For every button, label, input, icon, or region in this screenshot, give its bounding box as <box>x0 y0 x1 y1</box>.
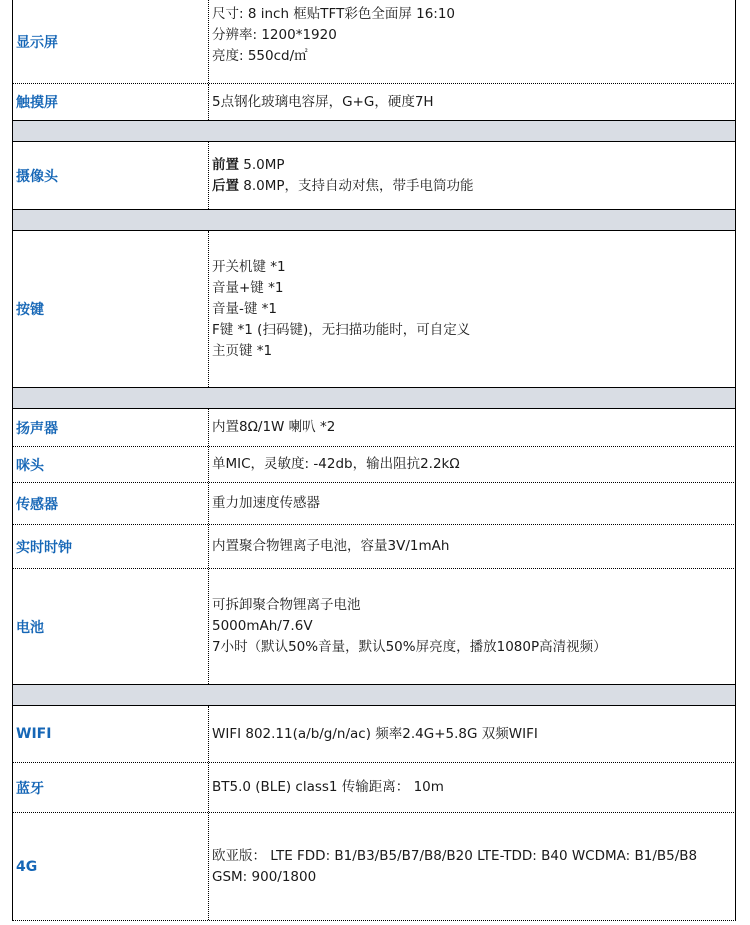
battery-capacity: 5000mAh/7.6V <box>212 618 313 634</box>
button-home: 主页键 *1 <box>212 342 273 359</box>
row-speaker <box>12 409 736 447</box>
row-4g <box>12 813 736 921</box>
section-separator <box>12 210 736 231</box>
row-value-buttons <box>209 231 735 387</box>
row-wifi <box>12 706 736 763</box>
section-separator <box>12 388 736 409</box>
row-label-wifi: WIFI <box>13 706 209 762</box>
row-value-wifi <box>209 706 735 762</box>
row-value-touch <box>209 84 735 120</box>
camera-rear-key: 后置 <box>212 177 239 194</box>
camera-front-key: 前置 <box>212 156 239 173</box>
row-camera <box>12 142 736 210</box>
row-label-camera: 摄像头 <box>13 142 209 209</box>
camera-front-value: 5.0MP <box>239 156 285 173</box>
wifi-spec: WIFI 802.11(a/b/g/n/ac) 频率2.4G+5.8G 双频WIFI <box>212 725 538 742</box>
row-label-speaker: 扬声器 <box>13 409 209 446</box>
row-label-battery: 电池 <box>13 569 209 684</box>
sensor-spec: 重力加速度传感器 <box>212 495 320 511</box>
display-brightness: 亮度: 550cd/㎡ <box>212 48 308 64</box>
button-volume-down: 音量-键 *1 <box>212 300 278 317</box>
row-label-buttons: 按键 <box>13 231 209 387</box>
row-value-4g <box>209 813 735 920</box>
row-bluetooth <box>12 763 736 813</box>
camera-rear-value: 8.0MP，支持自动对焦，带手电筒功能 <box>239 177 474 194</box>
row-battery <box>12 569 736 685</box>
row-mic <box>12 447 736 483</box>
row-label-display: 显示屏 <box>13 0 209 83</box>
row-touch <box>12 84 736 121</box>
touch-spec: 5点钢化玻璃电容屏，G+G，硬度7H <box>212 93 434 110</box>
button-f-key: F键 *1 (扫码键)，无扫描功能时，可自定义 <box>212 321 471 338</box>
camera-rear <box>212 176 735 197</box>
spec-table <box>12 0 736 921</box>
row-display <box>12 0 736 84</box>
mic-spec: 单MIC，灵敏度: -42db，输出阻抗2.2kΩ <box>212 456 460 472</box>
display-size: 尺寸: 8 inch 框贴TFT彩色全面屏 16:10 <box>212 6 456 22</box>
row-value-battery <box>209 569 735 684</box>
row-label-4g: 4G <box>13 813 209 920</box>
row-value-bluetooth <box>209 763 735 812</box>
row-value-speaker <box>209 409 735 446</box>
row-label-sensor: 传感器 <box>13 483 209 524</box>
row-value-sensor <box>209 483 735 524</box>
row-rtc <box>12 525 736 569</box>
row-value-rtc <box>209 525 735 568</box>
gsm-bands: GSM: 900/1800 <box>212 868 317 885</box>
section-separator <box>12 121 736 142</box>
button-power: 开关机键 *1 <box>212 258 286 275</box>
row-label-mic: 咪头 <box>13 447 209 482</box>
lte-bands: 欧亚版： LTE FDD: B1/B3/B5/B7/B8/B20 LTE-TDD: B40 WCDMA: B1/B5/B8 <box>212 847 698 864</box>
row-value-camera <box>209 142 735 209</box>
section-separator <box>12 685 736 706</box>
row-sensor <box>12 483 736 525</box>
speaker-spec: 内置8Ω/1W 喇叭 *2 <box>212 419 336 435</box>
row-buttons <box>12 231 736 388</box>
battery-endurance: 7小时（默认50%音量，默认50%屏亮度，播放1080P高清视频） <box>212 639 607 655</box>
button-volume-up: 音量+键 *1 <box>212 279 284 296</box>
row-value-mic <box>209 447 735 482</box>
bluetooth-spec: BT5.0 (BLE) class1 传输距离： 10m <box>212 779 444 795</box>
row-label-touch: 触摸屏 <box>13 84 209 120</box>
rtc-spec: 内置聚合物锂离子电池，容量3V/1mAh <box>212 538 450 554</box>
display-resolution: 分辨率: 1200*1920 <box>212 27 337 43</box>
battery-type: 可拆卸聚合物锂离子电池 <box>212 597 361 613</box>
row-label-bluetooth: 蓝牙 <box>13 763 209 812</box>
row-value-display <box>209 0 735 83</box>
row-label-rtc: 实时时钟 <box>13 525 209 568</box>
camera-front <box>212 155 735 176</box>
